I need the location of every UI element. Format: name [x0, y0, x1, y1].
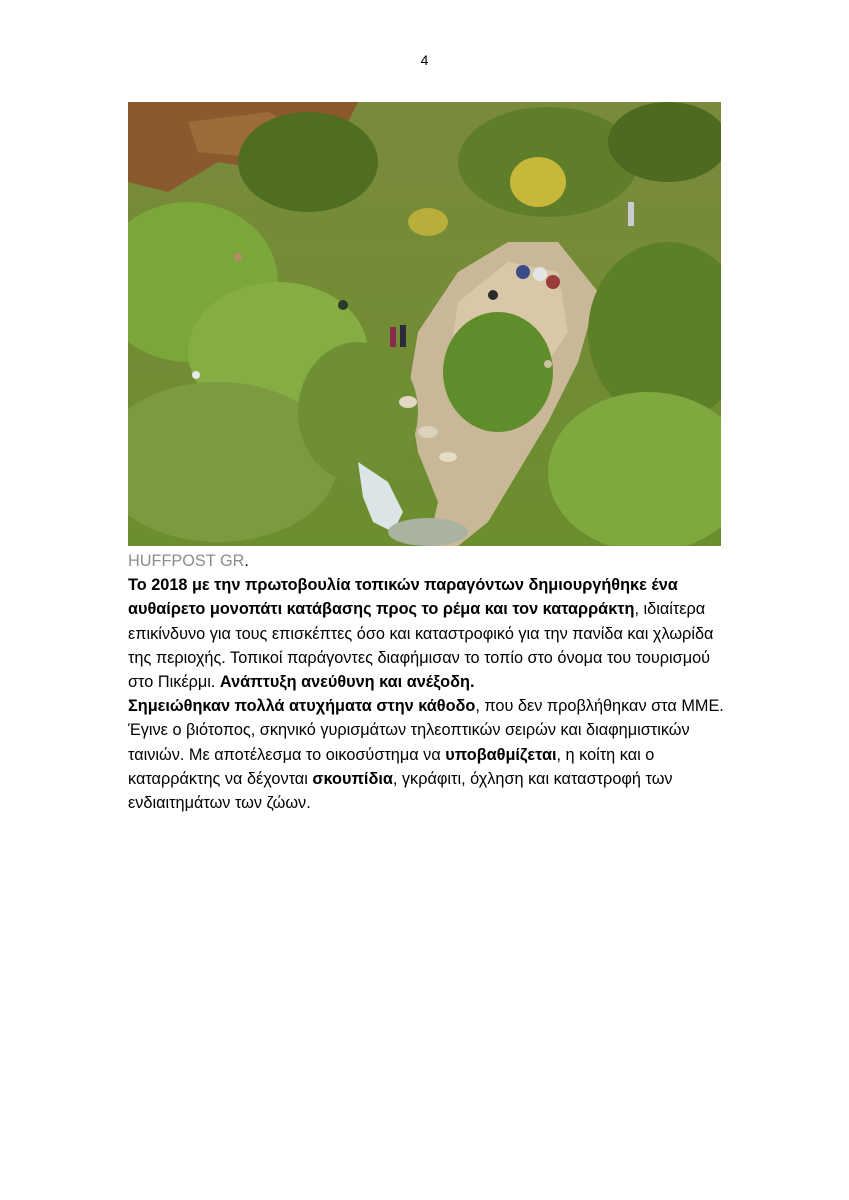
article-text — [128, 549, 728, 815]
paragraph-2-text-2: , η κοίτη και ο καταρράκτης να δέχονται — [128, 745, 655, 788]
paragraph-1-text-1: , ιδιαίτερα επικίνδυνο για τους επισκέπτες όσο και καταστροφικό για την πανίδα και χλωρίδα της περιοχής. Τοπικοί παράγοντες διαφήμισαν το τοπίο στο όνομα του τουρισμού στο Πικέρμι. — [128, 600, 714, 692]
waterfall-gorge-photo — [128, 102, 721, 546]
paragraph-2-text-1: , που δεν προβλήθηκαν στα ΜΜΕ. Έγινε ο βιότοπος, σκηνικό γυρισμάτων τηλεοπτικών σειρών και διαφημιστικών ταινιών. Με αποτέλεσμα το οικοσύστημα να — [128, 697, 724, 764]
paragraph-2-text-3: , γκράφιτι, όχληση και καταστροφή των ενδιαιτημάτων των ζώων. — [128, 769, 673, 813]
paragraph-2 — [128, 694, 728, 815]
caption-punct: . — [244, 552, 249, 570]
paragraph-2-bold-1: Σημειώθηκαν πολλά ατυχήματα στην κάθοδο — [128, 697, 476, 716]
paragraph-2-bold-2: υποβαθμίζεται — [445, 745, 557, 764]
paragraph-2-bold-3: σκουπίδια — [312, 769, 393, 788]
paragraph-1 — [128, 573, 728, 694]
caption-source: HUFFPOST GR — [128, 552, 245, 570]
page-number: 4 — [420, 52, 429, 68]
photo-illustration — [128, 102, 721, 546]
photo-caption — [128, 549, 728, 573]
paragraph-1-bold-2: Ανάπτυξη ανεύθυνη και ανέξοδη. — [219, 673, 475, 692]
paragraph-1-bold-1: Το 2018 με την πρωτοβουλία τοπικών παραγόντων δημιουργήθηκε ένα αυθαίρετο μονοπάτι κατάβασης προς το ρέμα και τον καταρράκτη — [128, 576, 678, 619]
